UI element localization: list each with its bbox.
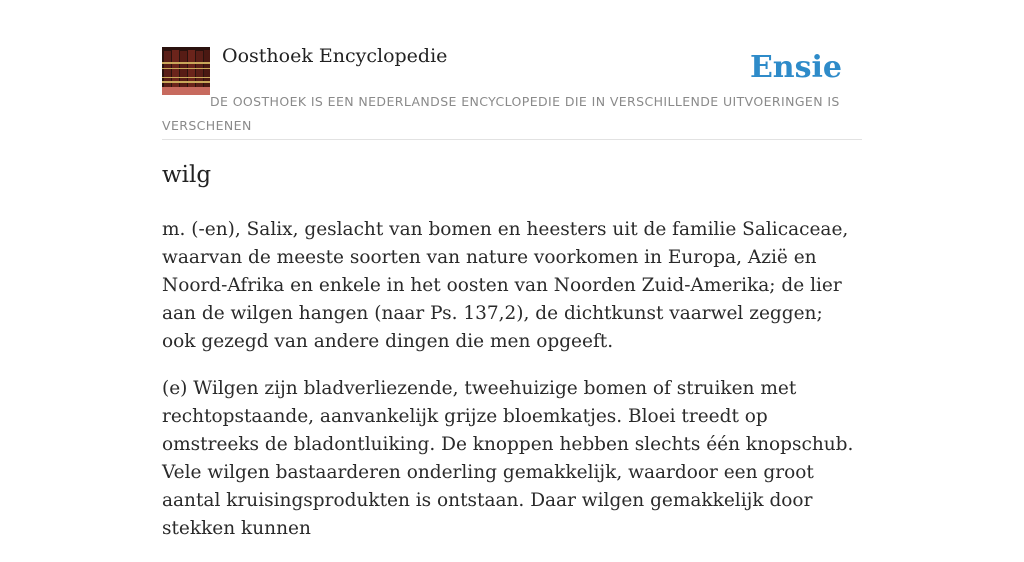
entry-paragraph: (e) Wilgen zijn bladverliezende, tweehuizige bomen of struiken met rechtopstaande, aanvankelijk grijze bloemkatjes. Bloei treedt op omstreeks de bladontluiking. De knoppen hebben slechts één knopschub. Vele wilgen bastaarderen onderling gemakkelijk, waardoor een groot aantal kruisingsprodukten is ontstaan. Daar wilgen gemakkelijk door stekken kunnen: [162, 378, 854, 539]
entry-body: [162, 216, 862, 562]
encyclopedia-books-icon: [162, 47, 210, 95]
entry-title: wilg: [162, 162, 212, 188]
entry-paragraph: m. (-en), Salix, geslacht van bomen en heesters uit de familie Salicaceae, waarvan de meeste soorten van nature voorkomen in Europa, Azië en Noord-Afrika en enkele in het oosten van Noorden Zuid-Amerika; de lier aan de wilgen hangen (naar Ps. 137,2), de dichtkunst vaarwel zeggen; ook gezegd van andere dingen die men opgeeft.: [162, 219, 849, 352]
header-divider: [162, 139, 862, 140]
source-avatar[interactable]: [162, 47, 210, 95]
source-title[interactable]: Oosthoek Encyclopedie: [222, 45, 448, 67]
page: [162, 0, 862, 539]
brand-logo[interactable]: Ensie: [749, 50, 842, 85]
source-description: DE OOSTHOEK IS EEN NEDERLANDSE ENCYCLOPEDIE DIE IN VERSCHILLENDE UITVOERINGEN IS VERSCHENEN: [162, 94, 840, 133]
